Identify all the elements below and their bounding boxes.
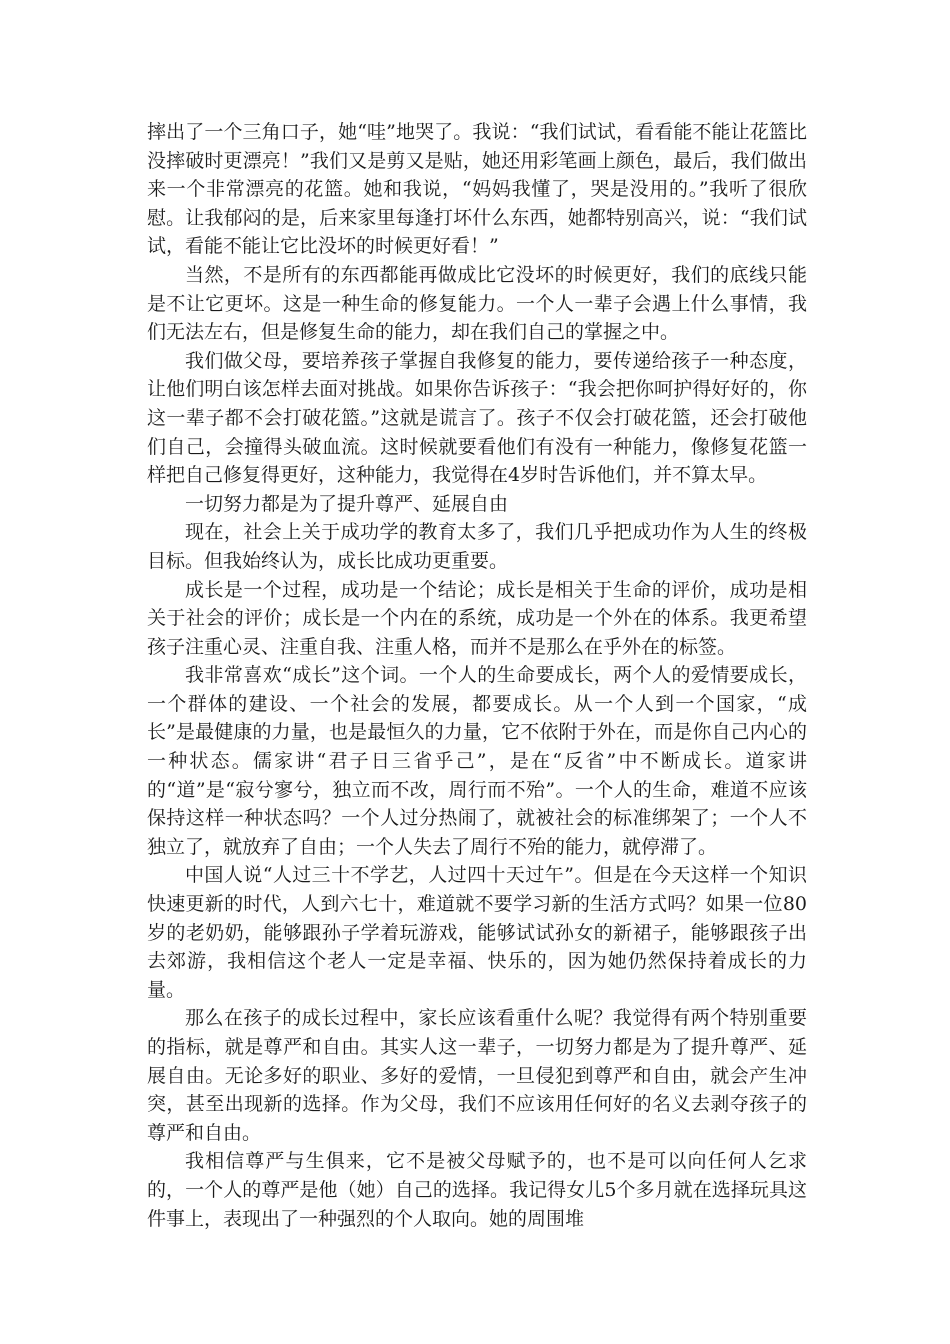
- paragraph: 现在，社会上关于成功学的教育太多了，我们几乎把成功作为人生的终极目标。但我始终认为，成长比成功更重要。: [147, 521, 807, 572]
- paragraph: 那么在孩子的成长过程中，家长应该看重什么呢？我觉得有两个特别重要的指标，就是尊严和自由。其实人这一辈子，一切努力都是为了提升尊严、延展自由。无论多好的职业、多好的爱情，一旦侵犯到尊严和自由，就会产生冲突，甚至出现新的选择。作为父母，我们不应该用任何好的名义去剥夺孩子的尊严和自由。: [147, 1007, 807, 1144]
- section-heading: 一切努力都是为了提升尊严、延展自由: [185, 492, 509, 515]
- paragraph-continued: 摔出了一个三角口子，她“哇”地哭了。我说：“我们试试，看看能不能让花篮比没摔破时更漂亮！”我们又是剪又是贴，她还用彩笔画上颜色，最后，我们做出来一个非常漂亮的花篮。她和我说，“妈妈我懂了，哭是没用的。”我听了很欣慰。让我郁闷的是，后来家里每逢打坏什么东西，她都特别高兴，说：“我们试试，看能不能让它比没坏的时候更好看！”: [147, 121, 807, 258]
- paragraph: 成长是一个过程，成功是一个结论；成长是相关于生命的评价，成功是相关于社会的评价；成长是一个内在的系统，成功是一个外在的体系。我更希望孩子注重心灵、注重自我、注重人格，而并不是那么在乎外在的标签。: [147, 578, 807, 658]
- paragraph: 我相信尊严与生俱来，它不是被父母赋予的，也不是可以向任何人乞求的，一个人的尊严是他（她）自己的选择。我记得女儿5个多月就在选择玩具这件事上，表现出了一种强烈的个人取向。她的周围堆: [147, 1150, 807, 1230]
- paragraph: 中国人说“人过三十不学艺，人过四十天过午”。但是在今天这样一个知识快速更新的时代，人到六七十，难道就不要学习新的生活方式吗？如果一位80岁的老奶奶，能够跟孙子学着玩游戏，能够试试孙女的新裙子，能够跟孩子出去郊游，我相信这个老人一定是幸福、快乐的，因为她仍然保持着成长的力量。: [147, 864, 807, 1001]
- body-text: [147, 118, 807, 1233]
- paragraph: 我们做父母，要培养孩子掌握自我修复的能力，要传递给孩子一种态度，让他们明白该怎样去面对挑战。如果你告诉孩子：“我会把你呵护得好好的，你这一辈子都不会打破花篮。”这就是谎言了。孩子不仅会打破花篮，还会打破他们自己，会撞得头破血流。这时候就要看他们有没有一种能力，像修复花篮一样把自己修复得更好，这种能力，我觉得在4岁时告诉他们，并不算太早。: [147, 349, 807, 487]
- paragraph: 我非常喜欢“成长”这个词。一个人的生命要成长，两个人的爱情要成长，一个群体的建设、一个社会的发展，都要成长。从一个人到一个国家，“成长”是最健康的力量，也是最恒久的力量，它不依附于外在，而是你自己内心的一种状态。儒家讲“君子日三省乎己”，是在“反省”中不断成长。道家讲的“道”是“寂兮寥兮，独立而不改，周行而不殆”。一个人的生命，难道不应该保持这样一种状态吗？一个人过分热闹了，就被社会的标准绑架了；一个人不独立了，就放弃了自由；一个人失去了周行不殆的能力，就停滞了。: [147, 664, 807, 858]
- paragraph: 当然，不是所有的东西都能再做成比它没坏的时候更好，我们的底线只能是不让它更坏。这是一种生命的修复能力。一个人一辈子会遇上什么事情，我们无法左右，但是修复生命的能力，却在我们自己的掌握之中。: [147, 263, 807, 344]
